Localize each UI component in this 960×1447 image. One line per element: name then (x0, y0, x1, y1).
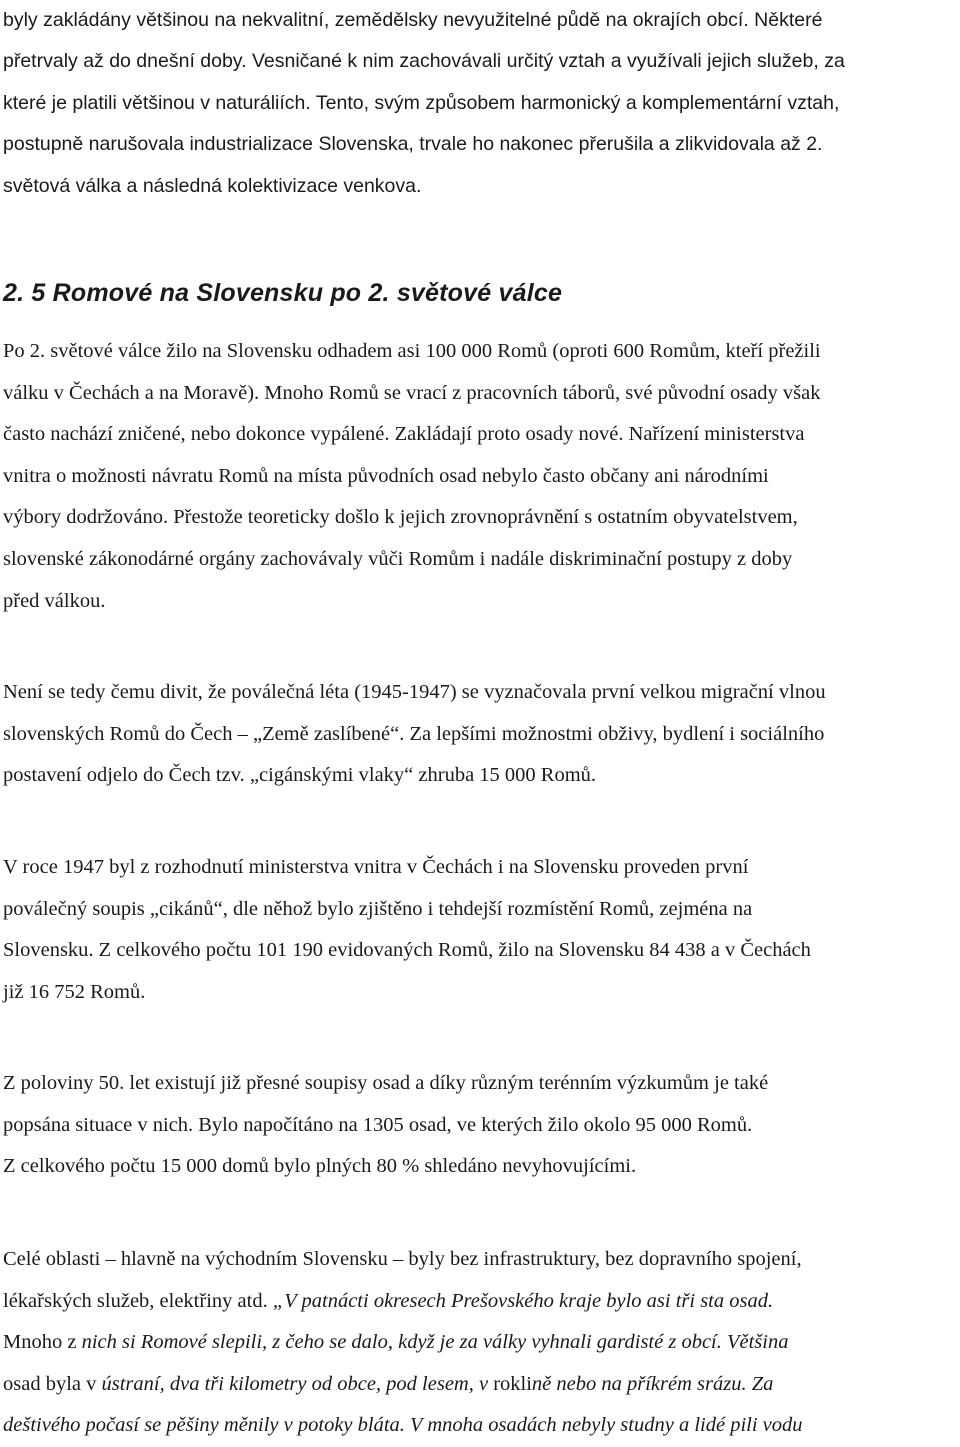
paragraph-line: Není se tedy čemu divit, že poválečná léta (1945-1947) se vyznačovala první velkou migrační vlnou (3, 681, 826, 703)
paragraph-migration (3, 672, 957, 797)
quote-text: ně nebo na příkrém srázu. Za (531, 1372, 774, 1395)
text-run: Mnoho z (3, 1331, 82, 1354)
paragraph-line: Celé oblasti – hlavně na východním Slovensku – byly bez infrastruktury, bez dopravního spojení, (3, 1248, 802, 1270)
paragraph-line: slovenské zákonodárné orgány zachovávaly vůči Romům i nadále diskriminační postupy z doby (3, 547, 793, 570)
quote-text: „V patnácti okresech Prešovského kraje bylo asi tři sta osad. (272, 1289, 774, 1312)
paragraph-line: výbory dodržováno. Přestože teoreticky došlo k jejich zrovnoprávnění s ostatním obyvatelstvem, (3, 506, 798, 529)
paragraph-line: válku v Čechách a na Moravě). Mnoho Romů se vrací z pracovních táborů, své původní osady však (3, 381, 821, 404)
paragraph-regions (3, 1239, 957, 1447)
paragraph-line: deštivého počasí se pěšiny měnily v potoky bláta. V mnoha osadách nebyly studny a lidé pili vodu (3, 1414, 803, 1437)
paragraph-line: Z poloviny 50. let existují již přesné soupisy osad a díky různým terénním výzkumům je také (3, 1072, 769, 1094)
paragraph-line (3, 1364, 957, 1406)
paragraph-line: přetrvaly až do dnešní doby. Vesničané k nim zachovávali určitý vztah a využívali jejich služeb, za (3, 50, 845, 73)
paragraph-line: Slovensku. Z celkového počtu 101 190 evidovaných Romů, žilo na Slovensku 84 438 a v Čechách (3, 939, 811, 962)
paragraph-line: před válkou. (3, 589, 106, 612)
quote-text: nich si Romové slepili, z čeho se dalo, když je za války vyhnali gardisté z obcí. Většina (81, 1331, 789, 1354)
quote-text: ústraní, dva tři kilometry od obce, pod lesem, v (101, 1372, 494, 1395)
paragraph-line: byly zakládány většinou na nekvalitní, zemědělsky nevyužitelné půdě na okrajích obcí. Některé (3, 9, 823, 31)
paragraph-line: postupně narušovala industrializace Slovenska, trvale ho nakonec přerušila a zlikvidovala až 2. (3, 133, 823, 156)
paragraph-line (3, 1322, 957, 1364)
paragraph-census (3, 847, 957, 1013)
paragraph-line: slovenských Romů do Čech – „Země zaslíbené“. Za lepšími možnostmi obživy, bydlení i sociálního (3, 722, 825, 745)
paragraph-postwar (3, 331, 957, 622)
paragraph-line: postavení odjelo do Čech tzv. „cigánskými vlaky“ zhruba 15 000 Romů. (3, 764, 597, 787)
paragraph-line: často nachází zničené, nebo dokonce vypálené. Zakládají proto osady nové. Nařízení ministerstva (3, 423, 805, 446)
paragraph-line: poválečný soupis „cikánů“, dle něhož bylo zjištěno i tehdejší rozmístění Romů, zejména na (3, 897, 753, 920)
paragraph-line: které je platili většinou v naturáliích. Tento, svým způsobem harmonický a komplementární vztah, (3, 91, 840, 114)
text-run: rokli (493, 1372, 532, 1395)
text-run: osad byla v (3, 1372, 102, 1395)
paragraph-line: Z celkového počtu 15 000 domů bylo plných 80 % shledáno nevyhovujícími. (3, 1155, 637, 1178)
paragraph-settlements (3, 1063, 957, 1188)
paragraph-line: popsána situace v nich. Bylo napočítáno na 1305 osad, ve kterých žilo okolo 95 000 Romů. (3, 1113, 753, 1136)
paragraph-line: vnitra o možnosti návratu Romů na místa původních osad nebylo často občany ani národními (3, 464, 769, 487)
paragraph-line (3, 1281, 957, 1323)
paragraph-line: Po 2. světové válce žilo na Slovensku odhadem asi 100 000 Romů (oproti 600 Romům, kteří přežili (3, 340, 821, 362)
text-run: lékařských služeb, elektřiny atd. (3, 1289, 273, 1312)
paragraph-line: již 16 752 Romů. (3, 980, 146, 1003)
paragraph-line: V roce 1947 byl z rozhodnutí ministerstva vnitra v Čechách i na Slovensku proveden první (3, 856, 749, 878)
section-heading: 2. 5 Romové na Slovensku po 2. světové válce (3, 279, 563, 307)
paragraph-intro (3, 0, 957, 207)
paragraph-line: světová válka a následná kolektivizace venkova. (3, 174, 422, 197)
